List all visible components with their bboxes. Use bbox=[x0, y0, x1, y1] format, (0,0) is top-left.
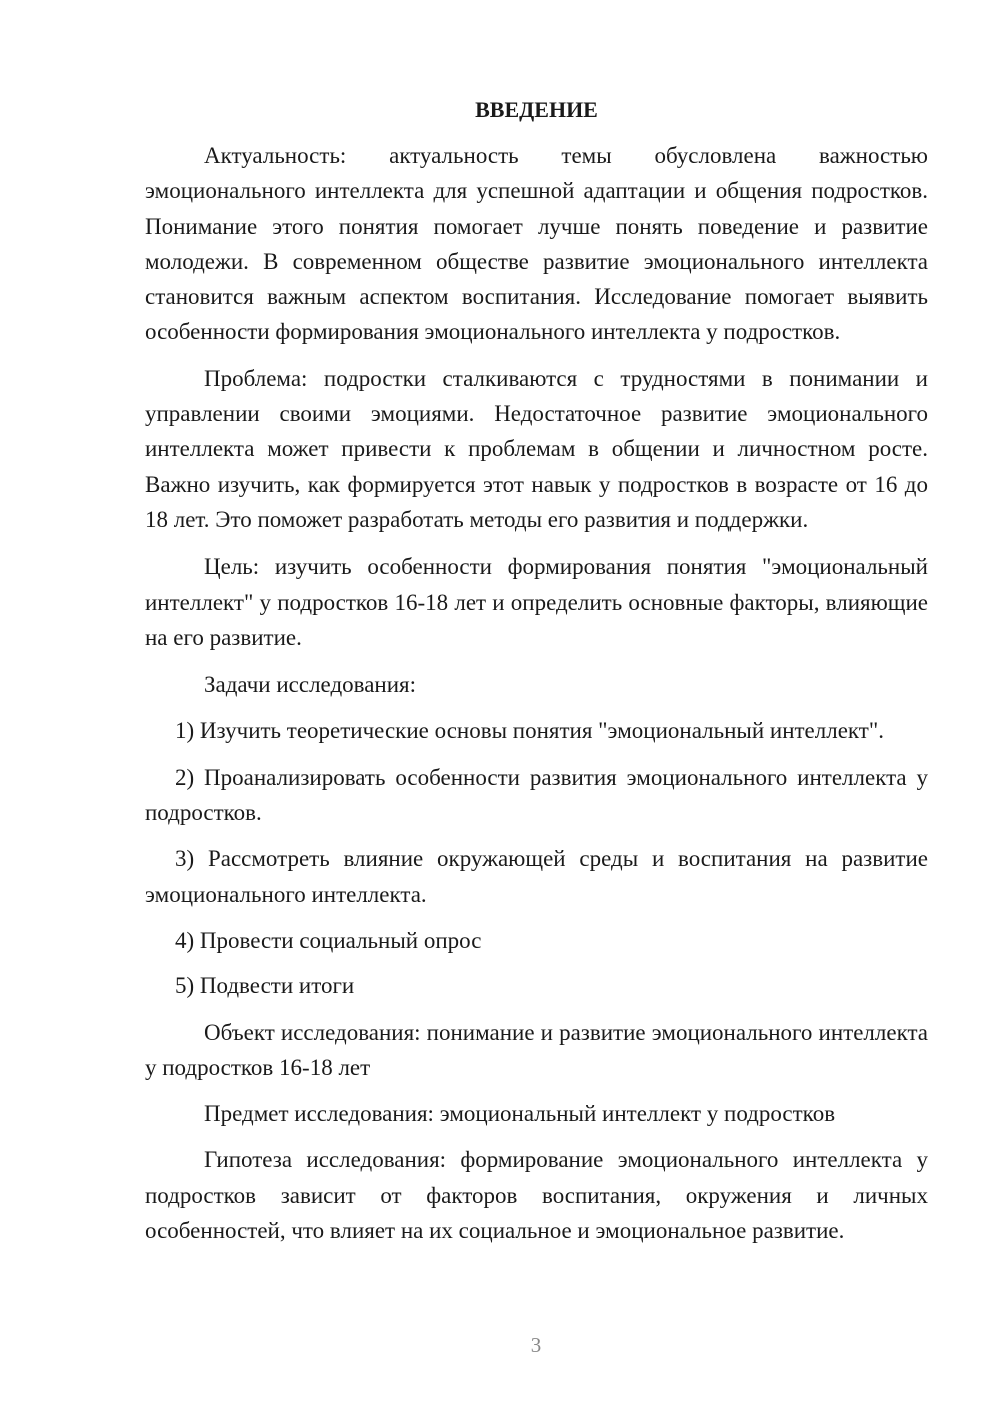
task-item: 3) Рассмотреть влияние окружающей среды и воспитания на развитие эмоционального интеллекта. bbox=[145, 846, 928, 907]
goal-paragraph: Цель: изучить особенности формирования понятия "эмоциональный интеллект" у подростков 16-18 лет и определить основные факторы, влияющие на его развитие. bbox=[145, 554, 928, 650]
page-number: 3 bbox=[530, 1333, 542, 1357]
page-title: ВВЕДЕНИЕ bbox=[475, 97, 598, 122]
task-item: 1) Изучить теоретические основы понятия "эмоциональный интеллект". bbox=[175, 718, 884, 744]
subject-paragraph: Предмет исследования: эмоциональный интеллект у подростков bbox=[204, 1101, 836, 1127]
tasks-heading: Задачи исследования: bbox=[204, 672, 417, 698]
object-paragraph: Объект исследования: понимание и развитие эмоционального интеллекта у подростков 16-18 лет bbox=[145, 1019, 928, 1080]
task-item: 2) Проанализировать особенности развития эмоционального интеллекта у подростков. bbox=[145, 764, 928, 826]
task-item: 5) Подвести итоги bbox=[175, 973, 355, 999]
relevance-paragraph: Актуальность: актуальность темы обусловлена важностью эмоционального интеллекта для успешной адаптации и общения подростков. Понимание этого понятия помогает лучше понять поведение и развитие молодежи. В современном обществе развитие эмоционального интеллекта становится важным аспектом воспитания. Исследование помогает выявить особенности формирования эмоционального интеллекта у подростков. bbox=[145, 143, 928, 345]
task-item: 4) Провести социальный опрос bbox=[175, 927, 482, 953]
document-page bbox=[145, 92, 928, 1248]
problem-paragraph: Проблема: подростки сталкиваются с трудностями в понимании и управлении своими эмоциями. Недостаточное развитие эмоционального интеллекта может привести к проблемам в общении и личностном росте. Важно изучить, как формируется этот навык у подростков в возрасте от 16 до 18 лет. Это поможет разработать методы его развития и поддержки. bbox=[145, 365, 928, 532]
hypothesis-paragraph: Гипотеза исследования: формирование эмоционального интеллекта у подростков зависит от факторов воспитания, окружения и личных особенностей, что влияет на их социальное и эмоциональное развитие. bbox=[145, 1147, 928, 1244]
